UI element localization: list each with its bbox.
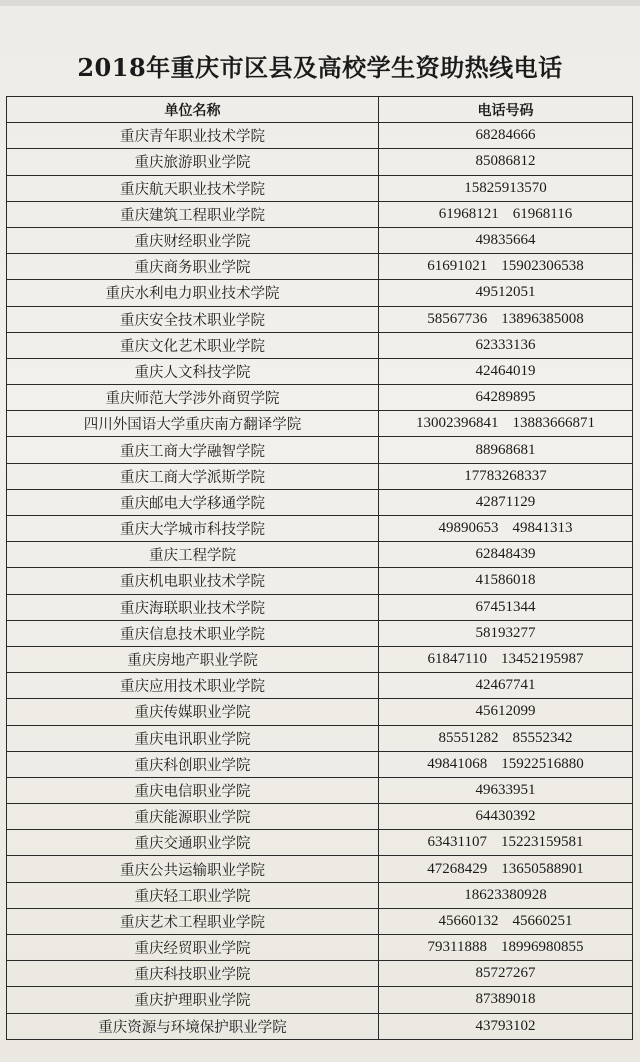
phone-number-cell — [379, 804, 633, 830]
unit-name-cell: 重庆财经职业学院 — [7, 227, 379, 253]
table-row — [7, 306, 633, 332]
phone-number-cell — [379, 856, 633, 882]
phone-number: 49835664 — [475, 232, 536, 249]
table-row — [7, 856, 633, 882]
phone-number: 13883666871 — [512, 415, 595, 432]
phone-number: 68284666 — [475, 127, 536, 144]
table-row — [7, 699, 633, 725]
table-row — [7, 463, 633, 489]
unit-name-cell: 重庆电信职业学院 — [7, 777, 379, 803]
phone-number: 85727267 — [475, 965, 536, 982]
phone-number-cell — [379, 175, 633, 201]
unit-name-cell: 重庆公共运输职业学院 — [7, 856, 379, 882]
phone-number-cell — [379, 987, 633, 1013]
phone-number: 13452195987 — [500, 651, 584, 668]
unit-name-cell: 重庆安全技术职业学院 — [7, 306, 379, 332]
phone-number-cell — [379, 882, 633, 908]
table-row — [7, 123, 633, 149]
phone-number-cell — [379, 568, 633, 594]
unit-name-cell: 重庆文化艺术职业学院 — [7, 332, 379, 358]
phone-number: 61847110 — [427, 651, 487, 668]
unit-name-cell: 重庆机电职业技术学院 — [7, 568, 379, 594]
unit-name-cell: 重庆能源职业学院 — [7, 804, 379, 830]
phone-number-cell — [379, 830, 633, 856]
phone-number: 87389018 — [475, 991, 536, 1008]
phone-number: 45660251 — [512, 912, 573, 929]
unit-name-cell: 重庆交通职业学院 — [7, 830, 379, 856]
unit-name-cell: 重庆青年职业技术学院 — [7, 123, 379, 149]
column-header-phone-number: 电话号码 — [379, 97, 633, 123]
unit-name-cell: 重庆轻工职业学院 — [7, 882, 379, 908]
phone-number-cell — [379, 751, 633, 777]
phone-number: 42464019 — [475, 362, 536, 379]
table-row — [7, 620, 633, 646]
table-row — [7, 594, 633, 620]
phone-number: 61691021 — [427, 258, 488, 275]
phone-number: 15223159581 — [500, 834, 584, 851]
phone-number-cell — [379, 489, 633, 515]
table-row — [7, 830, 633, 856]
table-row — [7, 751, 633, 777]
phone-number: 62333136 — [475, 336, 536, 353]
phone-number: 47268429 — [427, 860, 488, 877]
phone-number: 45612099 — [475, 703, 536, 720]
unit-name-cell: 重庆建筑工程职业学院 — [7, 201, 379, 227]
table-row — [7, 673, 633, 699]
phone-number: 49890653 — [438, 520, 499, 537]
phone-number-cell — [379, 725, 633, 751]
phone-number-cell — [379, 620, 633, 646]
phone-number: 49633951 — [475, 781, 536, 798]
phone-number: 13896385008 — [501, 310, 584, 327]
phone-number: 13650588901 — [501, 860, 584, 877]
phone-number: 49512051 — [475, 284, 536, 301]
phone-number-cell — [379, 149, 633, 175]
phone-number: 45660132 — [438, 912, 499, 929]
phone-number: 88968681 — [475, 441, 536, 458]
table-row — [7, 437, 633, 463]
table-row — [7, 725, 633, 751]
table-row — [7, 882, 633, 908]
phone-number: 17783268337 — [464, 467, 547, 484]
unit-name-cell: 重庆水利电力职业技术学院 — [7, 280, 379, 306]
phone-number: 43793102 — [475, 1017, 536, 1034]
phone-number-cell — [379, 646, 633, 672]
table-row — [7, 961, 633, 987]
table-row — [7, 411, 633, 437]
unit-name-cell: 重庆艺术工程职业学院 — [7, 908, 379, 934]
unit-name-cell: 重庆航天职业技术学院 — [7, 175, 379, 201]
table-row — [7, 227, 633, 253]
unit-name-cell: 重庆大学城市科技学院 — [7, 516, 379, 542]
unit-name-cell: 重庆工程学院 — [7, 542, 379, 568]
unit-name-cell: 重庆人文科技学院 — [7, 358, 379, 384]
phone-number: 85086812 — [475, 153, 536, 170]
phone-number-cell — [379, 961, 633, 987]
unit-name-cell: 重庆信息技术职业学院 — [7, 620, 379, 646]
table-row — [7, 646, 633, 672]
unit-name-cell: 重庆应用技术职业学院 — [7, 673, 379, 699]
table-row — [7, 1013, 633, 1039]
hotline-table — [6, 96, 633, 1040]
phone-number-cell — [379, 201, 633, 227]
unit-name-cell: 重庆邮电大学移通学院 — [7, 489, 379, 515]
phone-number-cell — [379, 254, 633, 280]
phone-number-cell — [379, 227, 633, 253]
phone-number-cell — [379, 123, 633, 149]
page-top-edge — [0, 0, 640, 6]
table-row — [7, 935, 633, 961]
table-row — [7, 777, 633, 803]
phone-number: 42467741 — [475, 677, 536, 694]
phone-number: 49841068 — [427, 755, 488, 772]
table-row — [7, 908, 633, 934]
table-row — [7, 516, 633, 542]
table-body — [7, 123, 633, 1040]
phone-number-cell — [379, 777, 633, 803]
phone-number: 15922516880 — [501, 755, 584, 772]
table-row — [7, 568, 633, 594]
unit-name-cell: 重庆电讯职业学院 — [7, 725, 379, 751]
phone-number: 61968116 — [512, 205, 573, 222]
phone-number-cell — [379, 437, 633, 463]
phone-number: 13002396841 — [416, 415, 499, 432]
table-row — [7, 358, 633, 384]
phone-number: 49841313 — [512, 520, 573, 537]
phone-number: 58567736 — [427, 310, 488, 327]
phone-number: 58193277 — [475, 624, 536, 641]
phone-number-cell — [379, 306, 633, 332]
phone-number-cell — [379, 1013, 633, 1039]
table-row — [7, 542, 633, 568]
unit-name-cell: 重庆护理职业学院 — [7, 987, 379, 1013]
phone-number-cell — [379, 385, 633, 411]
phone-number-cell — [379, 280, 633, 306]
phone-number-cell — [379, 332, 633, 358]
phone-number: 42871129 — [475, 493, 536, 510]
phone-number: 18623380928 — [464, 886, 547, 903]
phone-number: 15825913570 — [464, 179, 547, 196]
phone-number-cell — [379, 516, 633, 542]
phone-number: 15902306538 — [501, 258, 584, 275]
unit-name-cell: 重庆工商大学派斯学院 — [7, 463, 379, 489]
table-row — [7, 987, 633, 1013]
unit-name-cell: 重庆传媒职业学院 — [7, 699, 379, 725]
unit-name-cell: 重庆工商大学融智学院 — [7, 437, 379, 463]
phone-number: 79311888 — [427, 939, 487, 956]
table-row — [7, 385, 633, 411]
phone-number-cell — [379, 935, 633, 961]
phone-number: 61968121 — [438, 205, 499, 222]
phone-number: 85552342 — [512, 729, 573, 746]
phone-number: 67451344 — [475, 598, 536, 615]
phone-number-cell — [379, 594, 633, 620]
unit-name-cell: 重庆科技职业学院 — [7, 961, 379, 987]
phone-number: 63431107 — [427, 834, 487, 851]
phone-number-cell — [379, 463, 633, 489]
unit-name-cell: 四川外国语大学重庆南方翻译学院 — [7, 411, 379, 437]
table-row — [7, 804, 633, 830]
unit-name-cell: 重庆海联职业技术学院 — [7, 594, 379, 620]
phone-number: 62848439 — [475, 546, 536, 563]
table-row — [7, 201, 633, 227]
table-row — [7, 332, 633, 358]
phone-number-cell — [379, 358, 633, 384]
unit-name-cell: 重庆科创职业学院 — [7, 751, 379, 777]
phone-number-cell — [379, 542, 633, 568]
unit-name-cell: 重庆商务职业学院 — [7, 254, 379, 280]
phone-number-cell — [379, 673, 633, 699]
unit-name-cell: 重庆经贸职业学院 — [7, 935, 379, 961]
column-header-unit-name: 单位名称 — [7, 97, 379, 123]
phone-number-cell — [379, 699, 633, 725]
unit-name-cell: 重庆资源与环境保护职业学院 — [7, 1013, 379, 1039]
table-row — [7, 489, 633, 515]
phone-number: 41586018 — [475, 572, 536, 589]
unit-name-cell: 重庆师范大学涉外商贸学院 — [7, 385, 379, 411]
table-row — [7, 175, 633, 201]
page-title: 2018年重庆市区县及高校学生资助热线电话 — [77, 53, 563, 82]
table-row — [7, 149, 633, 175]
table-row — [7, 254, 633, 280]
phone-number: 18996980855 — [500, 939, 584, 956]
phone-number-cell — [379, 908, 633, 934]
phone-number: 85551282 — [438, 729, 499, 746]
table-row — [7, 280, 633, 306]
unit-name-cell: 重庆房地产职业学院 — [7, 646, 379, 672]
phone-number-cell — [379, 411, 633, 437]
table-header-row — [7, 97, 633, 123]
phone-number: 64289895 — [475, 389, 536, 406]
unit-name-cell: 重庆旅游职业学院 — [7, 149, 379, 175]
phone-number: 64430392 — [475, 808, 536, 825]
